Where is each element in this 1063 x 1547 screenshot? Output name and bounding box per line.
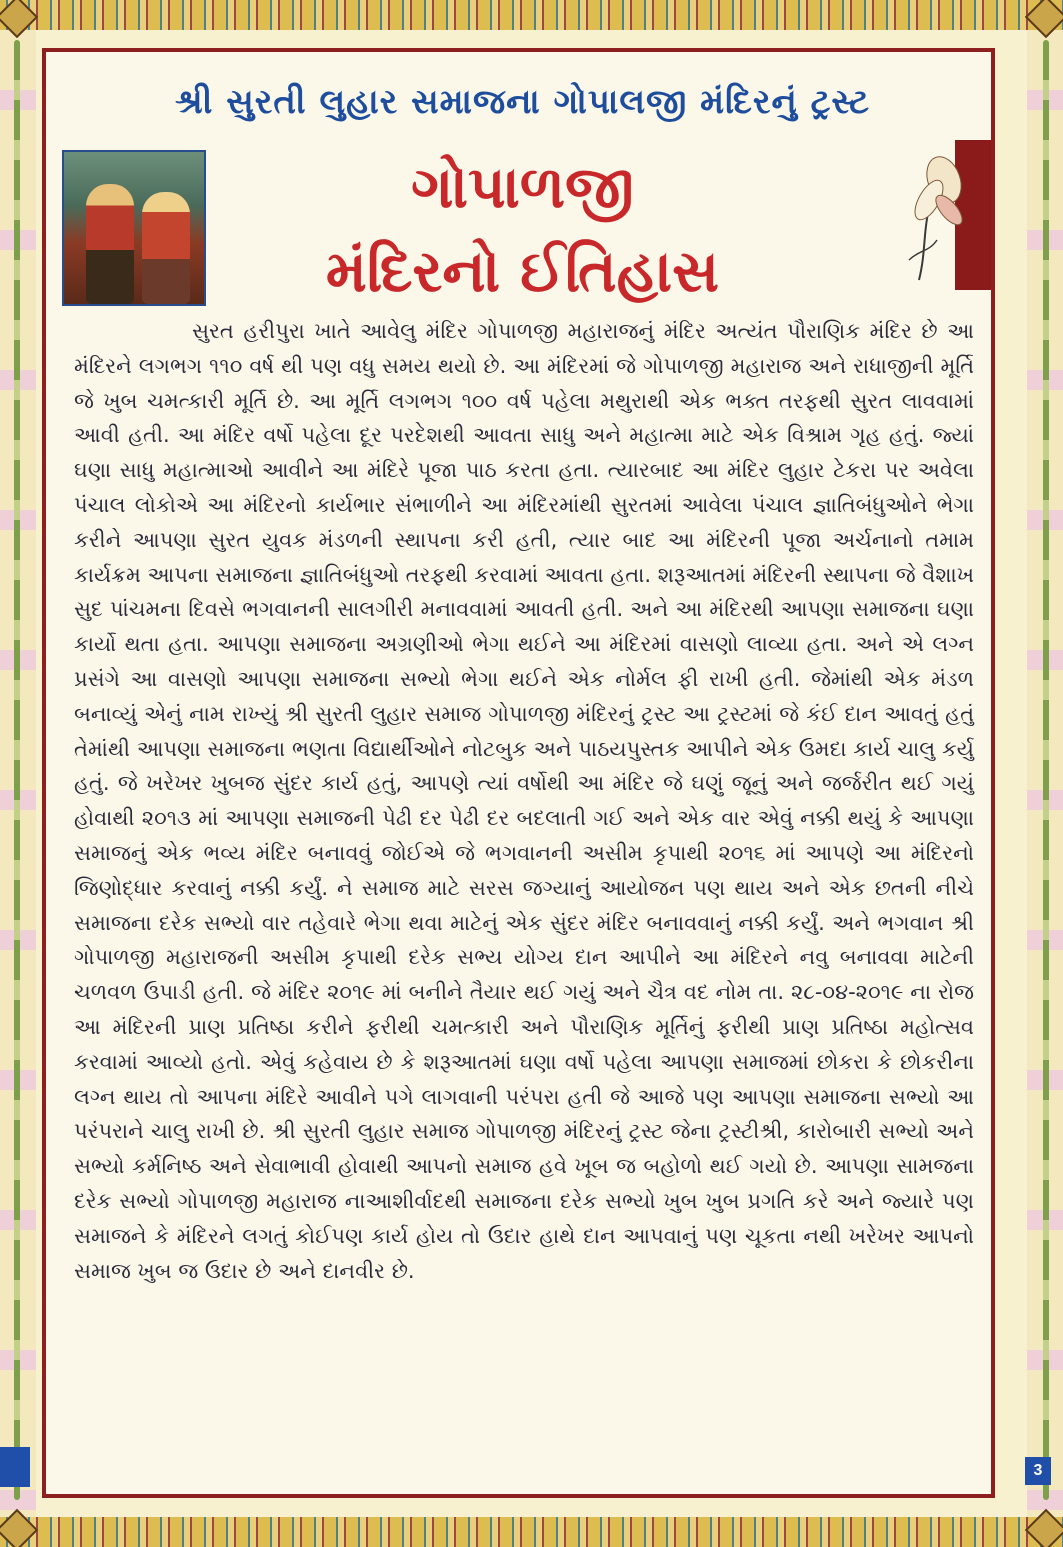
content-frame <box>42 48 995 1498</box>
page-title-line1: ગોપાળજી <box>411 153 634 221</box>
flower-ornament-icon <box>889 140 991 290</box>
history-body-text: સુરત હરીપુરા ખાતે આવેલુ મંદિર ગોપાળજી મહારાજનું મંદિર અત્યંત પૌરાણિક મંદિર છે આ મંદિરને લગભગ ૧૧૦ વર્ષ થી પણ વધુ સમય થયો છે. આ મંદિરમાં જે ગોપાળજી મહારાજ અને રાધાજીની મૂર્તિ જે ખુબ ચમત્કારી મૂર્તિ છે. આ મૂર્તિ લગભગ ૧૦૦ વર્ષ પહેલા મથુરાથી એક ભક્ત તરફથી સુરત લાવવામાં આવી હતી. આ મંદિર વર્ષો પહેલા દૂર પરદેશથી આવતા સાધુ અને મહાત્મા માટે એક વિશ્રામ ગૃહ હતું. જ્યાં ઘણા સાધુ મહાત્માઓ આવીને આ મંદિરે પૂજા પાઠ કરતા હતા. ત્યારબાદ આ મંદિર લુહાર ટેકરા પર અવેલા પંચાલ લોકોએ આ મંદિરનો કાર્યભાર સંભાળીને આ મંદિરમાંથી સુરતમાં આવેલા પંચાલ જ્ઞાતિબંધુઓને ભેગા કરીને આપણા સુરત યુવક મંડળની સ્થાપના કરી હતી, ત્યાર બાદ આ મંદિરની પૂજા અર્ચનાનો તમામ કાર્યક્રમ આપના સમાજના જ્ઞાતિબંધુઓ તરફથી કરવામાં આવતા હતા. શરૂઆતમાં મંદિરની સ્થાપના જે વૈશાખ સુદ પાંચમના દિવસે ભગવાનની સાલગીરી મનાવવામાં આવતી હતી. અને આ મંદિરથી આપણા સમાજના ઘણા કાર્યો થતા હતા. આપણા સમાજના અગ્રણીઓ ભેગા થઈને આ મંદિરમાં વાસણો લાવ્યા હતા. અને એ લગ્ન પ્રસંગે આ વાસણો આપણા સમાજના સભ્યો ભેગા થઈને એક નોર્મલ ફી રાખી હતી. જેમાંથી એક મંડળ બનાવ્યું એનું નામ રાખ્યું શ્રી સુરતી લુહાર સમાજ ગોપાળજી મંદિરનું ટ્રસ્ટ આ ટ્રસ્ટમાં જે કંઈ દાન આવતું હતું તેમાંથી આપણા સમાજના ભણતા વિદ્યાર્થીઓને નોટબુક અને પાઠયપુસ્તક આપીને એક ઉમદા કાર્ય ચાલુ કર્યુ હતું. જે ખરેખર ખુબજ સુંદર કાર્ય હતું, આપણે ત્યાં વર્ષોથી આ મંદિર જે ઘણું જૂનું અને જર્જરીત થઈ ગયું હોવાથી ૨૦૧૩ માં આપણા સમાજની પેઢી દર પેઢી દર બદલાતી ગઈ અને એક વાર એવું નક્કી થયું કે આપણા સમાજનું એક ભવ્ય મંદિર બનાવવું જોઈએ જે ભગવાનની અસીમ કૃપાથી ૨૦૧૬ માં આપણે આ મંદિરનો જિણોદ્ધાર કરવાનું નક્કી કર્યું. ને સમાજ માટે સરસ જગ્યાનું આયોજન પણ થાય અને એક છતની નીચે સમાજના દરેક સભ્યો વાર તહેવારે ભેગા થવા માટેનું એક સુંદર મંદિર બનાવવાનું નક્કી કર્યું. અને ભગવાન શ્રી ગોપાળજી મહારાજની અસીમ કૃપાથી દરેક સભ્ય યોગ્ય દાન આપીને આ મંદિરને નવુ બનાવવા માટેની ચળવળ ઉપાડી હતી. જે મંદિર ૨૦૧૯ માં બનીને તૈયાર થઈ ગયું અને ચૈત્ર વદ નોમ તા. ૨૮-૦૪-૨૦૧૯ ના રોજ આ મંદિરની પ્રાણ પ્રતિષ્ઠા કરીને ફરીથી ચમત્કારી અને પૌરાણિક મૂર્તિનું ફરીથી પ્રાણ પ્રતિષ્ઠા મહોત્સવ કરવામાં આવ્યો હતો. એવું કહેવાય છે કે શરૂઆતમાં ઘણા વર્ષો પહેલા આપણા સમાજમાં છોકરા કે છોકરીના લગ્ન થાય તો આપના મંદિરે આવીને પગે લાગવાની પરંપરા હતી જે આજે પણ આપણા સમાજના સભ્યો આ પરંપરાને ચાલુ રાખી છે. શ્રી સુરતી લુહાર સમાજ ગોપાળજી મંદિરનું ટ્રસ્ટ જેના ટ્રસ્ટીશ્રી, કારોબારી સભ્યો અને સભ્યો કર્મનિષ્ઠ અને સેવાભાવી હોવાથી આપનો સમાજ હવે ખૂબ જ બહોળો થઈ ગયો છે. આપણા સામજના દરેક સભ્યો ગોપાળજી મહારાજ નાઆશીર્વાદથી સમાજના દરેક સભ્યો ખુબ ખુબ પ્રગતિ કરે અને જ્યારે પણ સમાજને કે મંદિરને લગતું કોઈપણ કાર્ય હોય તો ઉદાર હાથે દાન આપવાનું પણ ચૂકતા નથી ખરેખર આપનો સમાજ ખુબ જ ઉદાર છે અને દાનવીર છે. <box>74 319 974 1283</box>
blue-tab <box>0 1447 30 1487</box>
decorative-border-top <box>0 0 1063 30</box>
page-title-line2: મંદિરનો ઈતિહાસ <box>325 237 720 305</box>
vine-right-icon <box>1043 40 1049 1500</box>
page-number-badge: 3 <box>1025 1457 1051 1485</box>
decorative-border-bottom <box>0 1517 1063 1547</box>
vine-left-icon <box>14 40 20 1500</box>
trust-header: શ્રી સુરતી લુહાર સમાજના ગોપાલજી મંદિરનું ટ્રસ્ટ <box>174 82 871 122</box>
